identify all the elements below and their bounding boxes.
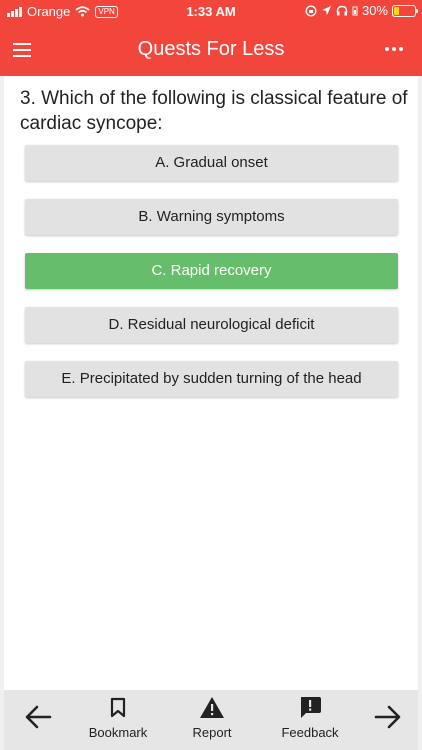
app-title: Quests For Less: [137, 38, 285, 60]
bookmark-label: Bookmark: [88, 725, 148, 740]
option-c-correct[interactable]: C. Rapid recovery: [25, 253, 398, 289]
next-button[interactable]: [364, 690, 414, 750]
bottom-bar: [4, 690, 418, 750]
headphones-icon: [336, 5, 348, 16]
previous-button[interactable]: [12, 690, 62, 750]
option-b[interactable]: B. Warning symptoms: [25, 199, 398, 235]
bookmark-button[interactable]: [78, 690, 158, 750]
option-d[interactable]: D. Residual neurological deficit: [25, 307, 398, 343]
question-text: 3. Which of the following is classical feature of cardiac syncope:: [20, 88, 408, 134]
option-a[interactable]: A. Gradual onset: [25, 145, 398, 181]
top-bar: [0, 0, 422, 76]
warning-icon: [197, 690, 227, 720]
feedback-button[interactable]: [270, 690, 350, 750]
vpn-badge: VPN: [95, 6, 117, 18]
status-bar: [0, 0, 422, 22]
report-button[interactable]: [172, 690, 252, 750]
option-e[interactable]: E. Precipitated by sudden turning of the head: [25, 361, 398, 397]
lock-rotation-icon: [305, 5, 317, 17]
bluetooth-battery-icon: [352, 5, 358, 16]
arrow-right-icon: [372, 690, 406, 750]
carrier: Orange: [27, 4, 71, 19]
feedback-icon: [295, 690, 325, 720]
arrow-left-icon: [20, 690, 54, 750]
more-options-icon[interactable]: [376, 30, 412, 68]
app-bar: [0, 22, 422, 76]
battery-percent: 30%: [361, 3, 388, 18]
bookmark-icon: [106, 690, 130, 720]
report-label: Report: [192, 725, 232, 740]
feedback-label: Feedback: [281, 725, 339, 740]
battery-icon: [392, 5, 416, 17]
location-icon: [321, 5, 332, 16]
clock: 1:33 AM: [186, 4, 236, 19]
